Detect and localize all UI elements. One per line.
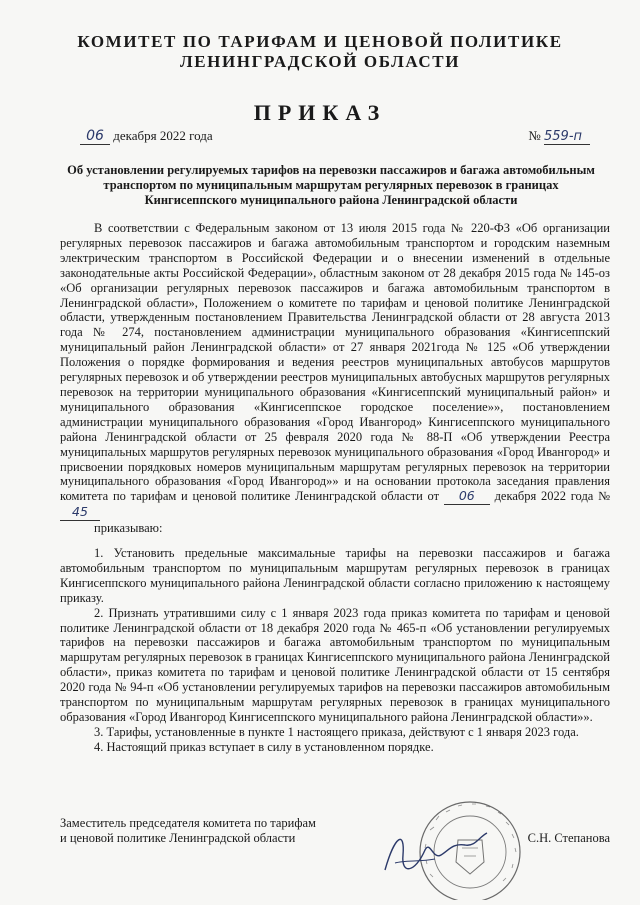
order-item-2: 2. Признать утратившими силу с 1 января 2023 года приказ комитета по тарифам и ценовой политике Ленинградской области от 18 декабря 2020 года № 465-п «Об установлении регулируемых тарифов на перевозки пассажиров и багажа автомобильным транспортом по муниципальным маршрутам регулярных перевозок в границах Кингисеппского муниципального района Ленинградской области», приказ комитета по тарифам и ценовой политике Ленинградской области от 15 сентября 2020 года № 94-п «Об установлении регулируемых тарифов на перевозки пассажиров автомобильным транспортом по муниципальным маршрутам регулярных перевозок в границах муниципального образования «Город Ивангород Кингисеппского муниципального района Ленинградской области»». [60,605,610,724]
signatory-position-line2: и ценовой политике Ленинградской области [60,831,296,845]
number-handwritten: 559-п [544,129,590,145]
document-number [528,128,590,145]
handwritten-signature-icon [375,815,495,885]
date-number-line [80,128,590,146]
document-title: ПРИКАЗ [253,100,387,125]
signatory-position [60,816,316,846]
meeting-day-handwritten: 06 [444,489,490,505]
preamble-text-middle: декабря 2022 года № [494,489,611,504]
document-date [80,128,213,145]
preamble-paragraph [60,221,610,521]
preamble [60,221,610,536]
order-items [60,546,610,755]
protocol-number-handwritten: 45 [60,505,100,521]
document-subject: Об установлении регулируемых тарифов на перевозки пассажиров и багажа автомобильным транспортом по муниципальным маршрутам регулярных перевозок в границах Кингисеппского муниципального района Ленинградской области [67,163,595,207]
organization-name-line1: КОМИТЕТ ПО ТАРИФАМ И ЦЕНОВОЙ ПОЛИТИКЕ [77,32,563,51]
date-day-handwritten: 06 [80,128,110,145]
signatory-position-line1: Заместитель председателя комитета по тарифам [60,816,316,830]
organization-name-line2: ЛЕНИНГРАДСКОЙ ОБЛАСТИ [179,52,461,71]
order-item-3: 3. Тарифы, установленные в пункте 1 настоящего приказа, действуют с 1 января 2023 года. [94,724,579,739]
date-month-year: декабря 2022 года [113,128,213,143]
organization-header [0,32,640,72]
number-sign: № [528,128,541,143]
order-item-1: 1. Установить предельные максимальные тарифы на перевозки пассажиров и багажа автомобильным транспортом по муниципальным маршрутам регулярных перевозок в границах Кингисеппского муниципального района Ленинградской области согласно приложению к настоящему приказу. [60,546,610,605]
preamble-text: В соответствии с Федеральным законом от 13 июля 2015 года № 220-ФЗ «Об организации регулярных перевозок пассажиров и багажа автомобильным транспортом и городским наземным электрическим транспортом в Российской Федерации и о внесении изменений в отдельные законодательные акты Российской Федерации», областным законом от 28 декабря 2015 года № 145-оз «Об организации регулярных перевозок пассажиров и багажа автомобильным транспортом в Ленинградской области», Положением о комитете по тарифам и ценовой политике Ленинградской области, утвержденным постановлением Правительства Ленинградской области от 28 августа 2013 года № 274, постановлением администрации муниципального образования «Кингисеппский муниципальный район Ленинградской области» от 27 января 2021года № 125 «Об утверждении Положения о порядке формирования и ведения реестров муниципальных автобусов маршрутов регулярных перевозок и об утверждении реестров муниципальных автобусных маршрутов регулярных перевозок на территории муниципального образования «Кингисеппский муниципальный район» и муниципального образования «Кингисеппское городское поселение»», постановлением администрации муниципального образования «Город Ивангород» Кингисеппского муниципального района Ленинградской области от 25 февраля 2020 года № 88-П «Об утверждении Реестра муниципальных маршрутов регулярных перевозок муниципального образования «Город Ивангород» и присвоении порядковых номеров муниципальным маршрутам регулярных перевозок на территории муниципального образования «Город Ивангород»» и на основании протокола заседания правления комитета по тарифам и ценовой политике Ленинградской области от [60,221,610,504]
order-item-4: 4. Настоящий приказ вступает в силу в установленном порядке. [94,739,434,754]
signatory-name: С.Н. Степанова [527,831,610,845]
decree-word: приказываю: [94,521,163,536]
